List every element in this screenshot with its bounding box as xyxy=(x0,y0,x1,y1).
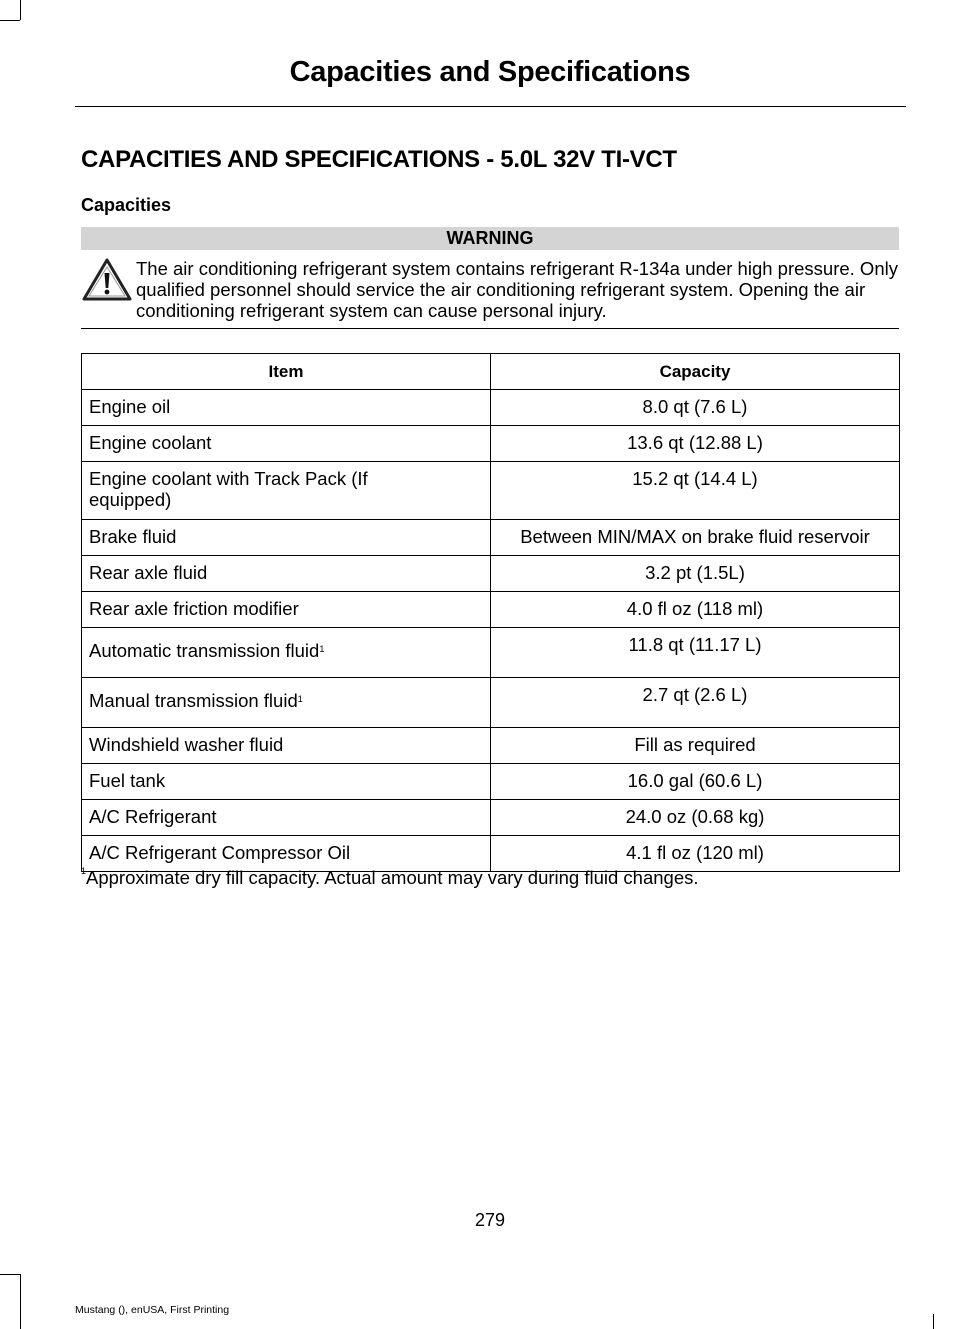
section-title: CAPACITIES AND SPECIFICATIONS - 5.0L 32V TI-VCT xyxy=(81,146,677,173)
table-row xyxy=(82,800,900,836)
capacity-cell: 24.0 oz (0.68 kg) xyxy=(491,800,900,836)
item-cell: Rear axle friction modifier xyxy=(82,592,491,628)
item-cell: A/C Refrigerant Compressor Oil xyxy=(82,836,491,872)
item-cell xyxy=(82,462,491,520)
warning-banner: WARNING xyxy=(81,227,899,250)
column-header-capacity: Capacity xyxy=(491,354,900,390)
crop-mark xyxy=(20,0,21,20)
footnote xyxy=(81,867,699,889)
item-cell: Fuel tank xyxy=(82,764,491,800)
capacity-cell: 3.2 pt (1.5L) xyxy=(491,556,900,592)
item-cell: Rear axle fluid xyxy=(82,556,491,592)
footnote-marker: 1 xyxy=(319,644,325,654)
crop-mark xyxy=(0,20,20,21)
capacity-cell: 8.0 qt (7.6 L) xyxy=(491,390,900,426)
crop-mark xyxy=(933,1314,934,1329)
item-cell: Brake fluid xyxy=(82,520,491,556)
item-cell xyxy=(82,678,491,728)
page-number: 279 xyxy=(474,1210,506,1230)
item-text: Engine coolant with Track Pack (If equipped) xyxy=(89,468,368,510)
footnote-marker: 1 xyxy=(81,866,87,876)
capacity-cell: Between MIN/MAX on brake fluid reservoir xyxy=(491,520,900,556)
table-row xyxy=(82,592,900,628)
subsection-title: Capacities xyxy=(81,195,172,215)
item-cell: Engine oil xyxy=(82,390,491,426)
capacity-cell: 15.2 qt (14.4 L) xyxy=(491,462,900,520)
capacity-cell: 2.7 qt (2.6 L) xyxy=(491,678,900,728)
capacity-cell: 11.8 qt (11.17 L) xyxy=(491,628,900,678)
column-header-item: Item xyxy=(82,354,491,390)
table-row xyxy=(82,462,900,520)
table-row xyxy=(82,628,900,678)
table-row xyxy=(82,556,900,592)
table-row xyxy=(82,390,900,426)
footer-print-info: Mustang (), enUSA, First Printing xyxy=(75,1304,230,1316)
table-row xyxy=(82,728,900,764)
capacity-cell: 16.0 gal (60.6 L) xyxy=(491,764,900,800)
capacity-cell: 13.6 qt (12.88 L) xyxy=(491,426,900,462)
item-cell: A/C Refrigerant xyxy=(82,800,491,836)
warning-text: The air conditioning refrigerant system contains refrigerant R-134a under high pressure. Only qualified personnel should service the air conditioning refrigerant system. Opening the air conditioning refrigerant system can cause personal injury. xyxy=(136,258,898,321)
item-cell: Engine coolant xyxy=(82,426,491,462)
crop-mark xyxy=(0,1274,20,1275)
table-row xyxy=(82,764,900,800)
footnote-marker: 1 xyxy=(297,694,303,704)
item-cell xyxy=(82,628,491,678)
warning-triangle-icon xyxy=(81,257,133,303)
header-divider xyxy=(75,106,906,107)
warning-divider xyxy=(81,328,899,329)
page-header-title: Capacities and Specifications xyxy=(289,56,691,88)
table-row xyxy=(82,678,900,728)
capacity-cell: 4.1 fl oz (120 ml) xyxy=(491,836,900,872)
capacities-table xyxy=(81,353,900,872)
footnote-text: Approximate dry fill capacity. Actual amount may vary during fluid changes. xyxy=(86,867,699,888)
item-text: Manual transmission fluid xyxy=(89,690,298,711)
item-text: Automatic transmission fluid xyxy=(89,640,320,661)
table-header-row xyxy=(82,354,900,390)
capacity-cell: 4.0 fl oz (118 ml) xyxy=(491,592,900,628)
crop-mark xyxy=(20,1314,21,1329)
item-cell: Windshield washer fluid xyxy=(82,728,491,764)
table-row xyxy=(82,426,900,462)
capacity-cell: Fill as required xyxy=(491,728,900,764)
table-row xyxy=(82,520,900,556)
